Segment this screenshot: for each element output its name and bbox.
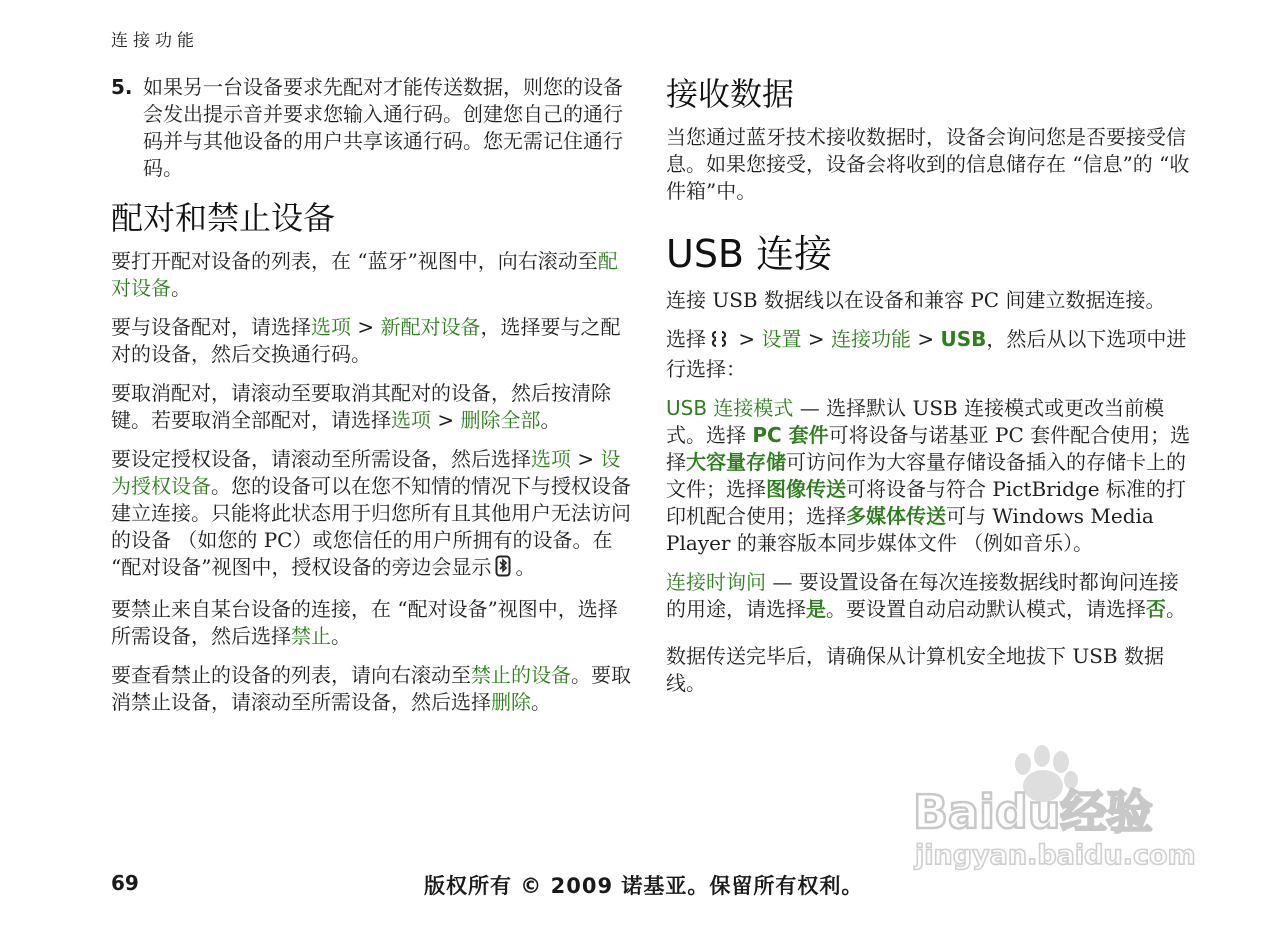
term-ask-on-connect[interactable]: 连接时询问: [666, 570, 766, 594]
baidu-watermark: [905, 742, 1205, 882]
link-media-transfer[interactable]: 多媒体传送: [846, 504, 946, 528]
paragraph-authorize-device: [111, 446, 631, 584]
running-header: 连接功能: [111, 31, 199, 51]
paragraph-pair-device: [111, 314, 631, 368]
text: 要查看禁止的设备的列表，请向右滚动至: [111, 663, 471, 687]
left-column: [111, 74, 631, 728]
link-options[interactable]: 选项: [391, 408, 431, 432]
step-text: 如果另一台设备要求先配对才能传送数据，则您的设备会发出提示音并要求您输入通行码。创建您自己的通行码并与其他设备的用户共享该通行码。您无需记住通行码。: [143, 75, 623, 180]
link-image-transfer[interactable]: 图像传送: [766, 477, 846, 501]
text: 。您的设备可以在您不知情的情况下与授权设备建立连接。只能将此状态用于归您所有且其他用户无法访问的设备 （如您的 PC）或您信任的用户所拥有的设备。在 “配对设备”视图中，授权设备的旁边会显示: [111, 474, 631, 579]
menu-separator: >: [732, 327, 762, 351]
text: 可与 Windows Media Player 的兼容版本同步媒体文件 （例如音乐）。: [666, 504, 1154, 555]
text: 。: [331, 624, 351, 648]
paragraph-receive-data: 当您通过蓝牙技术接收数据时，设备会询问您是否要接受信息。如果您接受，设备会将收到的信息储存在 “信息”的 “收件箱”中。: [666, 125, 1190, 203]
text: ，然后从以下选项中进行选择：: [666, 327, 1187, 381]
link-paired-devices[interactable]: 配对设备: [111, 249, 618, 300]
page-number: 69: [111, 871, 139, 895]
term-usb-mode[interactable]: USB 连接模式: [666, 396, 794, 420]
paragraph-usb-mode: [666, 395, 1196, 557]
text: 要打开配对设备的列表，在 “蓝牙”视图中，向右滚动至: [111, 249, 598, 273]
heading-pairing: 配对和禁止设备: [111, 199, 336, 237]
menu-separator: >: [801, 327, 831, 351]
text: 。: [540, 408, 561, 432]
authorized-device-icon: [495, 555, 511, 584]
link-connectivity[interactable]: 连接功能: [830, 327, 911, 351]
text: 选择: [666, 327, 706, 351]
text: 要禁止来自某台设备的连接，在 “配对设备”视图中，选择所需设备，然后选择: [111, 597, 618, 648]
heading-usb-connection: USB 连接: [666, 232, 833, 276]
link-usb[interactable]: USB: [940, 327, 987, 351]
heading-receive-data: 接收数据: [666, 75, 795, 113]
text: 。: [171, 276, 191, 300]
text: 。: [515, 555, 536, 579]
link-no[interactable]: 否: [1146, 597, 1166, 621]
watermark-logo: Baidu经验: [913, 785, 1153, 839]
watermark-url: jingyan.baidu.com: [915, 840, 1196, 871]
paragraph-ask-on-connect: [666, 569, 1196, 623]
text: — 选择默认 USB 连接模式或更改当前模式。选择: [666, 396, 1165, 447]
link-settings[interactable]: 设置: [761, 327, 802, 351]
paragraph-block-device: [111, 596, 631, 650]
copyright-notice: 版权所有 © 2009 诺基亚。保留所有权利。: [424, 874, 864, 898]
link-yes[interactable]: 是: [806, 597, 826, 621]
paragraph-blocked-list: [111, 662, 631, 716]
text: 。: [1166, 597, 1186, 621]
paragraph-safe-remove: 数据传送完毕后，请确保从计算机安全地拔下 USB 数据线。: [666, 644, 1164, 695]
link-options[interactable]: 选项: [311, 315, 351, 339]
right-column: [666, 74, 1196, 709]
text: 可将设备与诺基亚 PC 套件配合使用；选择: [666, 423, 1191, 474]
text: 可将设备与符合 PictBridge 标准的打印机配合使用；选择: [666, 477, 1186, 528]
paragraph-usb-intro: 连接 USB 数据线以在设备和兼容 PC 间建立数据连接。: [666, 288, 1166, 312]
paragraph-cancel-pairing: [111, 380, 631, 434]
text: 。要取消禁止设备，请滚动至所需设备，然后选择: [111, 663, 631, 714]
link-blocked-devices[interactable]: 禁止的设备: [471, 663, 571, 687]
menu-separator: >: [910, 327, 941, 351]
step-5: [111, 74, 631, 182]
link-set-authorized[interactable]: 设为授权设备: [111, 447, 621, 498]
link-options[interactable]: 选项: [531, 447, 571, 471]
text: 。: [531, 690, 551, 714]
menu-key-icon: [710, 329, 728, 356]
paragraph-open-paired-list: [111, 248, 631, 302]
text: 要取消配对，请滚动至要取消其配对的设备，然后按清除键。若要取消全部配对，请选择: [111, 381, 611, 432]
menu-separator: >: [351, 315, 381, 339]
menu-separator: >: [571, 447, 601, 471]
link-block[interactable]: 禁止: [291, 624, 331, 648]
text: — 要设置设备在每次连接数据线时都询问连接的用途，请选择: [666, 570, 1179, 621]
link-delete[interactable]: 删除: [491, 690, 531, 714]
step-number: 5.: [111, 75, 133, 99]
text: 。要设置自动启动默认模式，请选择: [826, 597, 1146, 621]
text: 要与设备配对，请选择: [111, 315, 311, 339]
paragraph-usb-path: [666, 326, 1196, 383]
text: 可访问作为大容量存储设备插入的存储卡上的文件；选择: [666, 450, 1186, 501]
link-new-paired-device[interactable]: 新配对设备: [380, 315, 481, 339]
menu-separator: >: [431, 408, 461, 432]
text: ，选择要与之配对的设备，然后交换通行码。: [111, 315, 621, 366]
link-pc-suite[interactable]: PC 套件: [752, 423, 829, 447]
link-mass-storage[interactable]: 大容量存储: [686, 450, 786, 474]
link-delete-all[interactable]: 删除全部: [460, 408, 541, 432]
text: 要设定授权设备，请滚动至所需设备，然后选择: [111, 447, 531, 471]
